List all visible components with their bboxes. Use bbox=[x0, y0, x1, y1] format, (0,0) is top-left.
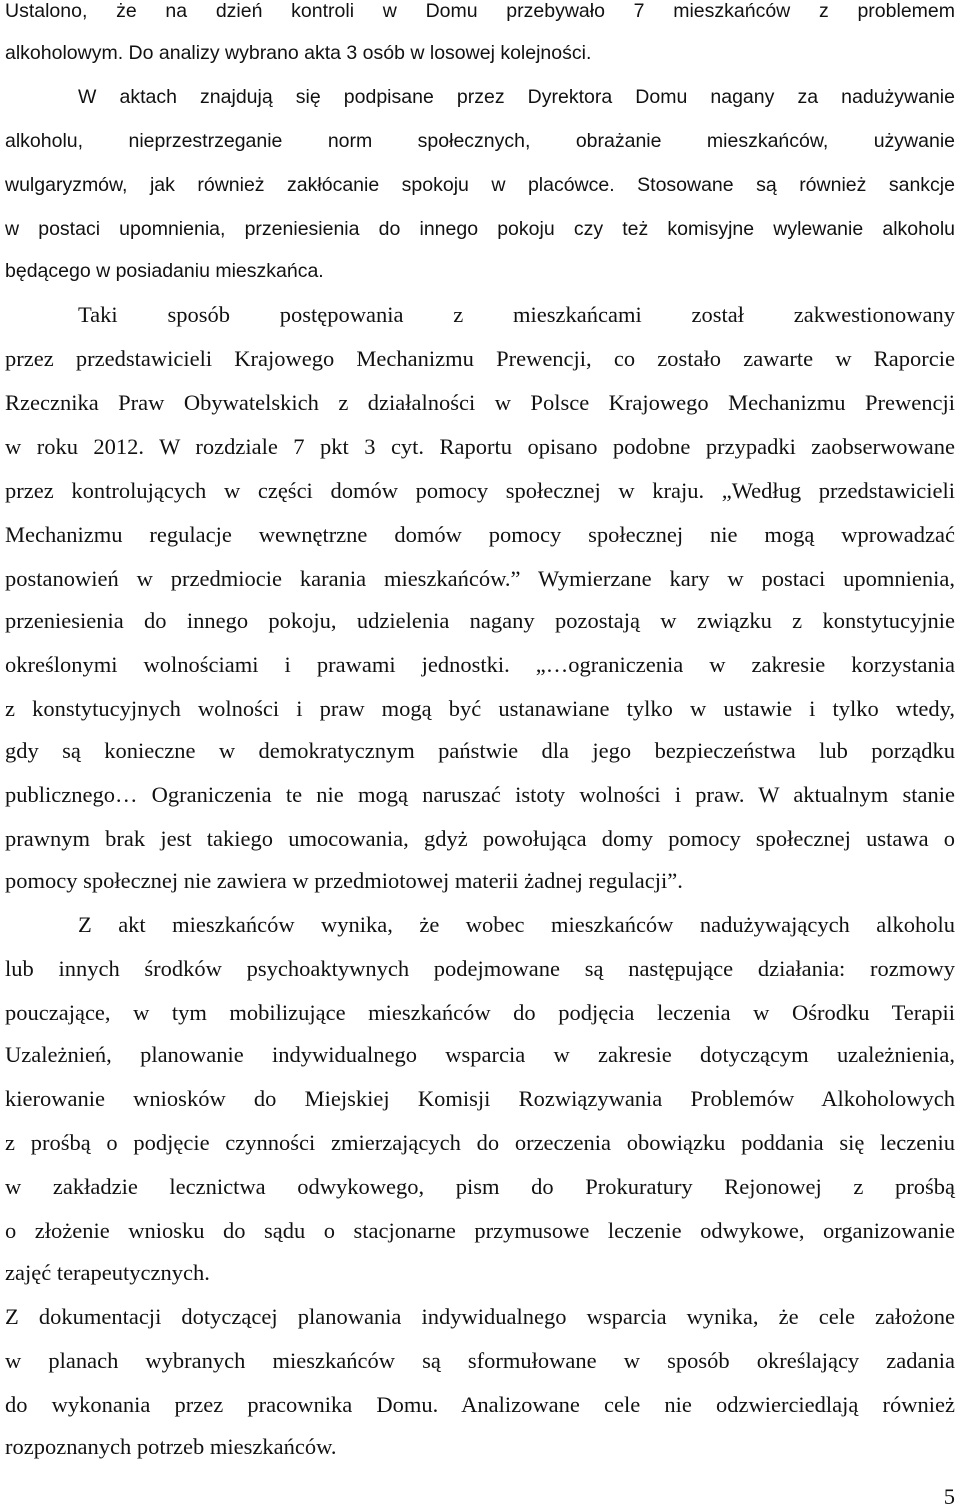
text-line: Z akt mieszkańców wynika, że wobec mieszkańców nadużywających alkoholu bbox=[78, 912, 955, 937]
text-line: będącego w posiadaniu mieszkańca. bbox=[5, 260, 324, 282]
text-line: Ustalono, że na dzień kontroli w Domu przebywało 7 mieszkańców z problemem bbox=[5, 0, 955, 22]
text-line: pouczające, w tym mobilizujące mieszkańców do podjęcia leczenia w Ośrodku Terapii bbox=[5, 1000, 955, 1025]
text-line: Rzecznika Praw Obywatelskich z działalności w Polsce Krajowego Mechanizmu Prewencji bbox=[5, 390, 955, 415]
text-line: Uzależnień, planowanie indywidualnego wsparcia w zakresie dotyczącym uzależnienia, bbox=[5, 1042, 955, 1067]
text-line: alkoholowym. Do analizy wybrano akta 3 osób w losowej kolejności. bbox=[5, 42, 592, 64]
text-line: przeniesienia do innego pokoju, udzielenia nagany pozostają w związku z konstytucyjnie bbox=[5, 608, 955, 633]
text-line: alkoholu, nieprzestrzeganie norm społecznych, obrażanie mieszkańców, używanie bbox=[5, 130, 955, 152]
text-line: publicznego… Ograniczenia te nie mogą naruszać istoty wolności i praw. W aktualnym stanie bbox=[5, 782, 955, 807]
text-line: kierowanie wniosków do Miejskiej Komisji Rozwiązywania Problemów Alkoholowych bbox=[5, 1086, 955, 1111]
text-line: w postaci upomnienia, przeniesienia do innego pokoju czy też komisyjne wylewanie alkoholu bbox=[5, 218, 955, 240]
text-line: W aktach znajdują się podpisane przez Dyrektora Domu nagany za nadużywanie bbox=[78, 86, 955, 108]
text-line: w zakładzie lecznictwa odwykowego, pism do Prokuratury Rejonowej z prośbą bbox=[5, 1174, 955, 1199]
text-line: przez kontrolujących w części domów pomocy społecznej w kraju. „Według przedstawicieli bbox=[5, 478, 955, 503]
page-number: 5 bbox=[943, 1484, 955, 1509]
text-line: gdy są konieczne w demokratycznym państwie dla jego bezpieczeństwa lub porządku bbox=[5, 738, 955, 763]
text-line: Taki sposób postępowania z mieszkańcami został zakwestionowany bbox=[78, 302, 955, 327]
text-line: Mechanizmu regulacje wewnętrzne domów pomocy społecznej nie mogą wprowadzać bbox=[5, 522, 955, 547]
text-line: wulgaryzmów, jak również zakłócanie spokoju w placówce. Stosowane są również sankcje bbox=[5, 174, 955, 196]
text-line: z prośbą o podjęcie czynności zmierzających do orzeczenia obowiązku poddania się leczeniu bbox=[5, 1130, 955, 1155]
text-line: określonymi wolnościami i prawami jednostki. „…ograniczenia w zakresie korzystania bbox=[5, 652, 955, 677]
text-line: prawnym brak jest takiego umocowania, gdyż powołująca domy pomocy społecznej ustawa o bbox=[5, 826, 955, 851]
text-line: przez przedstawicieli Krajowego Mechanizmu Prewencji, co zostało zawarte w Raporcie bbox=[5, 346, 955, 371]
text-line: pomocy społecznej nie zawiera w przedmiotowej materii żadnej regulacji”. bbox=[5, 868, 683, 893]
text-line: w roku 2012. W rozdziale 7 pkt 3 cyt. Raportu opisano podobne przypadki zaobserwowane bbox=[5, 434, 955, 459]
text-line: do wykonania przez pracownika Domu. Analizowane cele nie odzwierciedlają również bbox=[5, 1392, 955, 1417]
text-line: o złożenie wniosku do sądu o stacjonarne przymusowe leczenie odwykowe, organizowanie bbox=[5, 1218, 955, 1243]
text-line: lub innych środków psychoaktywnych podejmowane są następujące działania: rozmowy bbox=[5, 956, 955, 981]
text-line: z konstytucyjnych wolności i praw mogą być ustanawiane tylko w ustawie i tylko wtedy, bbox=[5, 696, 955, 721]
text-line: postanowień w przedmiocie karania mieszkańców.” Wymierzane kary w postaci upomnienia, bbox=[5, 566, 955, 591]
text-line: rozpoznanych potrzeb mieszkańców. bbox=[5, 1434, 337, 1459]
text-line: Z dokumentacji dotyczącej planowania indywidualnego wsparcia wynika, że cele założone bbox=[5, 1304, 955, 1329]
text-line: zajęć terapeutycznych. bbox=[5, 1260, 210, 1285]
text-line: w planach wybranych mieszkańców są sformułowane w sposób określający zadania bbox=[5, 1348, 955, 1373]
